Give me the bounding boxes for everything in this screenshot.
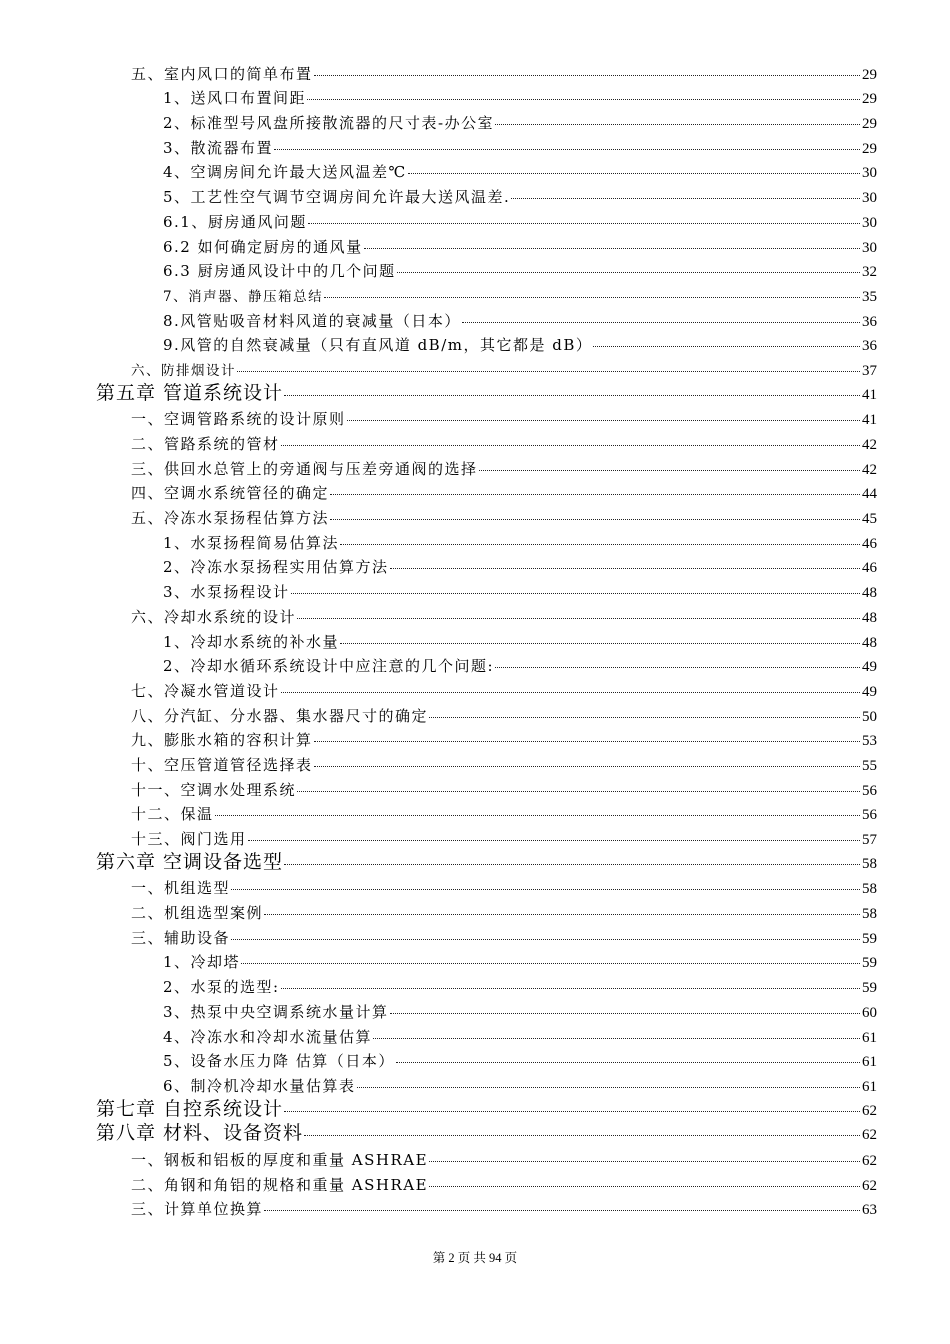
toc-entry-page-number: 41 [862,386,877,403]
toc-entry-title: 八、分汽缸、分水器、集水器尺寸的确定 [131,706,429,725]
dot-leader [324,297,860,298]
toc-entry[interactable] [0,211,950,236]
toc-entry-title: 六、防排烟设计 [131,362,236,379]
toc-entry-page-number: 56 [862,807,877,824]
toc-entry[interactable] [0,1026,950,1051]
dot-leader [314,741,860,742]
toc-entry-page-number: 55 [862,757,877,774]
toc-entry-page-number: 61 [862,1029,877,1046]
toc-entry[interactable] [0,507,950,532]
dot-leader [408,173,860,174]
toc-entry[interactable] [0,952,950,977]
toc-entry[interactable] [0,162,950,187]
toc-entry[interactable] [0,656,950,681]
toc-entry-page-number: 45 [862,511,877,528]
toc-entry-page-number: 29 [862,140,877,157]
toc-entry-title: 3、散流器布置 [163,138,274,157]
toc-entry-page-number: 63 [862,1202,877,1219]
toc-entry-title: 十二、保温 [131,805,214,824]
toc-entry[interactable] [0,186,950,211]
dot-leader [340,544,860,545]
toc-entry-title: 6.1、厨房通风问题 [163,212,307,231]
toc-entry[interactable] [0,63,950,88]
toc-entry[interactable] [0,458,950,483]
toc-entry-page-number: 53 [862,733,877,750]
toc-entry-title: 十、空压管道管径选择表 [131,755,313,774]
toc-entry-title: 二、管路系统的管材 [131,435,280,453]
toc-entry-page-number: 62 [862,1127,877,1144]
dot-leader [495,124,860,125]
toc-entry-page-number: 35 [862,288,877,305]
toc-entry-page-number: 30 [862,214,877,231]
toc-entry-page-number: 46 [862,535,877,552]
dot-leader [314,766,860,767]
toc-entry-title: 二、角钢和角铝的规格和重量 ASHRAE [131,1175,429,1194]
toc-entry[interactable] [0,705,950,730]
toc-entry-page-number: 46 [862,560,877,577]
toc-entry-page-number: 56 [862,782,877,799]
toc-entry[interactable] [0,335,950,360]
dot-leader [373,1038,860,1039]
toc-entry-title: 5、工艺性空气调节空调房间允许最大送风温差. [163,188,511,207]
dot-leader [357,1087,860,1088]
dot-leader [274,149,860,150]
toc-entry[interactable] [0,285,950,310]
toc-entry-title: 三、计算单位换算 [131,1200,264,1219]
toc-entry-page-number: 59 [862,980,877,997]
dot-leader [284,864,860,865]
toc-chapter-entry[interactable] [0,1122,950,1150]
toc-entry-title: 7、消声器、静压箱总结 [163,288,324,305]
toc-entry-title: 6.3 厨房通风设计中的几个问题 [163,262,396,281]
toc-entry-title: 8.风管贴吸音材料风道的衰减量（日本） [163,311,461,330]
toc-entry-page-number: 58 [862,881,877,898]
dot-leader [284,1111,860,1112]
toc-entry[interactable] [0,631,950,656]
dot-leader [264,914,860,915]
dot-leader [593,346,860,347]
toc-entry-title: 6、制冷机冷却水量估算表 [163,1076,356,1095]
toc-entry[interactable] [0,730,950,755]
toc-entry[interactable] [0,779,950,804]
dot-leader [429,717,860,718]
toc-entry[interactable] [0,804,950,829]
toc-entry[interactable] [0,902,950,927]
toc-entry-page-number: 29 [862,66,877,83]
toc-entry-title: 二、机组选型案例 [131,904,264,923]
toc-entry-page-number: 58 [862,906,877,923]
toc-entry[interactable] [0,112,950,137]
toc-entry-title: 第七章 自控系统设计 [96,1097,284,1120]
toc-entry[interactable] [0,433,950,458]
toc-entry-title: 1、送风口布置间距 [163,89,307,108]
toc-entry[interactable] [0,1001,950,1026]
toc-entry-title: 4、空调房间允许最大送风温差℃ [163,163,407,182]
toc-entry-page-number: 30 [862,239,877,256]
toc-entry-title: 4、冷冻水和冷却水流量估算 [163,1027,373,1046]
dot-leader [330,494,860,495]
table-of-contents [0,63,950,1223]
toc-entry[interactable] [0,236,950,261]
toc-entry-title: 5、设备水压力降 估算（日本） [163,1052,395,1071]
toc-entry-title: 3、水泵扬程设计 [163,583,290,602]
toc-entry-title: 2、标准型号风盘所接散流器的尺寸表-办公室 [163,114,495,133]
toc-entry[interactable] [0,409,950,434]
toc-entry-title: 七、冷凝水管道设计 [131,681,280,700]
dot-leader [297,618,860,619]
toc-entry-title: 第五章 管道系统设计 [96,381,284,404]
toc-entry-page-number: 30 [862,165,877,182]
toc-entry-title: 2、冷却水循环系统设计中应注意的几个问题: [163,657,495,676]
dot-leader [330,519,860,520]
toc-entry-page-number: 62 [862,1152,877,1169]
toc-entry-page-number: 44 [862,486,877,503]
toc-entry-title: 3、热泵中央空调系统水量计算 [163,1002,389,1021]
dot-leader [231,939,860,940]
toc-entry-page-number: 57 [862,832,877,848]
toc-entry-title: 五、室内风口的简单布置 [131,64,313,83]
toc-entry-title: 2、冷冻水泵扬程实用估算方法 [163,558,389,577]
dot-leader [511,198,860,199]
toc-entry-page-number: 48 [862,634,877,651]
toc-entry-page-number: 59 [862,955,877,972]
toc-entry-page-number: 48 [862,609,877,626]
toc-entry[interactable] [0,1174,950,1199]
toc-entry[interactable] [0,557,950,582]
dot-leader [462,322,860,323]
dot-leader [281,692,860,693]
dot-leader [364,248,860,249]
toc-entry[interactable] [0,483,950,508]
toc-entry-title: 一、空调管路系统的设计原则 [131,410,346,429]
dot-leader [237,371,860,372]
dot-leader [304,1135,860,1136]
dot-leader [308,223,860,224]
toc-entry-title: 一、钢板和铝板的厚度和重量 ASHRAE [131,1150,429,1169]
toc-entry-page-number: 48 [862,585,877,602]
toc-entry[interactable] [0,927,950,952]
toc-entry-title: 第八章 材料、设备资料 [96,1122,304,1145]
toc-entry-page-number: 32 [862,264,877,281]
toc-entry-title: 三、辅助设备 [131,928,231,947]
dot-leader [284,395,860,396]
toc-entry[interactable] [0,1199,950,1224]
toc-entry-title: 1、冷却塔 [163,953,241,972]
toc-entry[interactable] [0,532,950,557]
dot-leader [281,445,860,446]
dot-leader [397,272,860,273]
toc-entry-page-number: 59 [862,930,877,947]
toc-entry-title: 五、冷冻水泵扬程估算方法 [131,509,330,528]
toc-entry-title: 第六章 空调设备选型 [96,850,284,873]
toc-entry-page-number: 49 [862,683,877,700]
toc-chapter-entry[interactable] [0,381,950,409]
dot-leader [307,99,860,100]
toc-entry-page-number: 41 [862,412,877,429]
toc-entry-page-number: 62 [862,1102,877,1119]
dot-leader [231,889,860,890]
toc-entry[interactable] [0,1051,950,1076]
toc-entry[interactable] [0,878,950,903]
toc-entry-page-number: 61 [862,1054,877,1071]
dot-leader [479,470,860,471]
dot-leader [340,643,860,644]
dot-leader [396,1062,860,1063]
toc-entry[interactable] [0,88,950,113]
toc-entry-title: 1、冷却水系统的补水量 [163,632,340,651]
toc-entry[interactable] [0,976,950,1001]
toc-entry-page-number: 42 [862,437,877,453]
dot-leader [390,1013,860,1014]
toc-entry[interactable] [0,754,950,779]
toc-entry-page-number: 30 [862,190,877,207]
dot-leader [241,963,860,964]
toc-entry-title: 9.风管的自然衰减量（只有直风道 dB/m，其它都是 dB） [163,336,593,355]
toc-entry-page-number: 36 [862,338,877,355]
toc-entry[interactable] [0,680,950,705]
toc-entry-page-number: 50 [862,708,877,725]
dot-leader [347,420,860,421]
toc-entry-page-number: 42 [862,461,877,478]
dot-leader [291,593,860,594]
dot-leader [390,568,860,569]
toc-entry-page-number: 29 [862,116,877,133]
toc-entry-title: 六、冷却水系统的设计 [131,607,297,626]
toc-entry-title: 十一、空调水处理系统 [131,780,297,799]
toc-entry-title: 四、空调水系统管径的确定 [131,484,330,503]
toc-entry-title: 6.2 如何确定厨房的通风量 [163,237,363,256]
toc-entry-page-number: 62 [862,1177,877,1194]
dot-leader [429,1161,860,1162]
toc-entry-page-number: 36 [862,313,877,330]
dot-leader [297,791,860,792]
toc-entry-page-number: 37 [862,362,877,379]
dot-leader [429,1186,860,1187]
dot-leader [314,75,860,76]
toc-entry-page-number: 60 [862,1004,877,1021]
toc-entry[interactable] [0,261,950,286]
toc-entry-title: 九、膨胀水箱的容积计算 [131,731,313,750]
dot-leader [495,667,860,668]
dot-leader [248,840,860,841]
toc-entry-page-number: 49 [862,659,877,676]
toc-entry[interactable] [0,581,950,606]
toc-entry-title: 三、供回水总管上的旁通阀与压差旁通阀的选择 [131,459,478,478]
toc-entry-title: 1、水泵扬程简易估算法 [163,533,340,552]
toc-entry-title: 一、机组选型 [131,879,231,898]
toc-entry-page-number: 29 [862,91,877,108]
toc-chapter-entry[interactable] [0,850,950,878]
toc-entry[interactable] [0,606,950,631]
toc-entry[interactable] [0,310,950,335]
dot-leader [281,988,860,989]
page-footer: 第 2 页 共 94 页 [432,1251,518,1265]
toc-entry-title: 十三、阀门选用 [131,830,247,848]
dot-leader [215,815,860,816]
toc-entry-title: 2、水泵的选型: [163,978,280,997]
dot-leader [264,1210,860,1211]
toc-entry-page-number: 61 [862,1078,877,1095]
toc-entry-page-number: 58 [862,855,877,872]
toc-entry[interactable] [0,137,950,162]
toc-entry[interactable] [0,1149,950,1174]
